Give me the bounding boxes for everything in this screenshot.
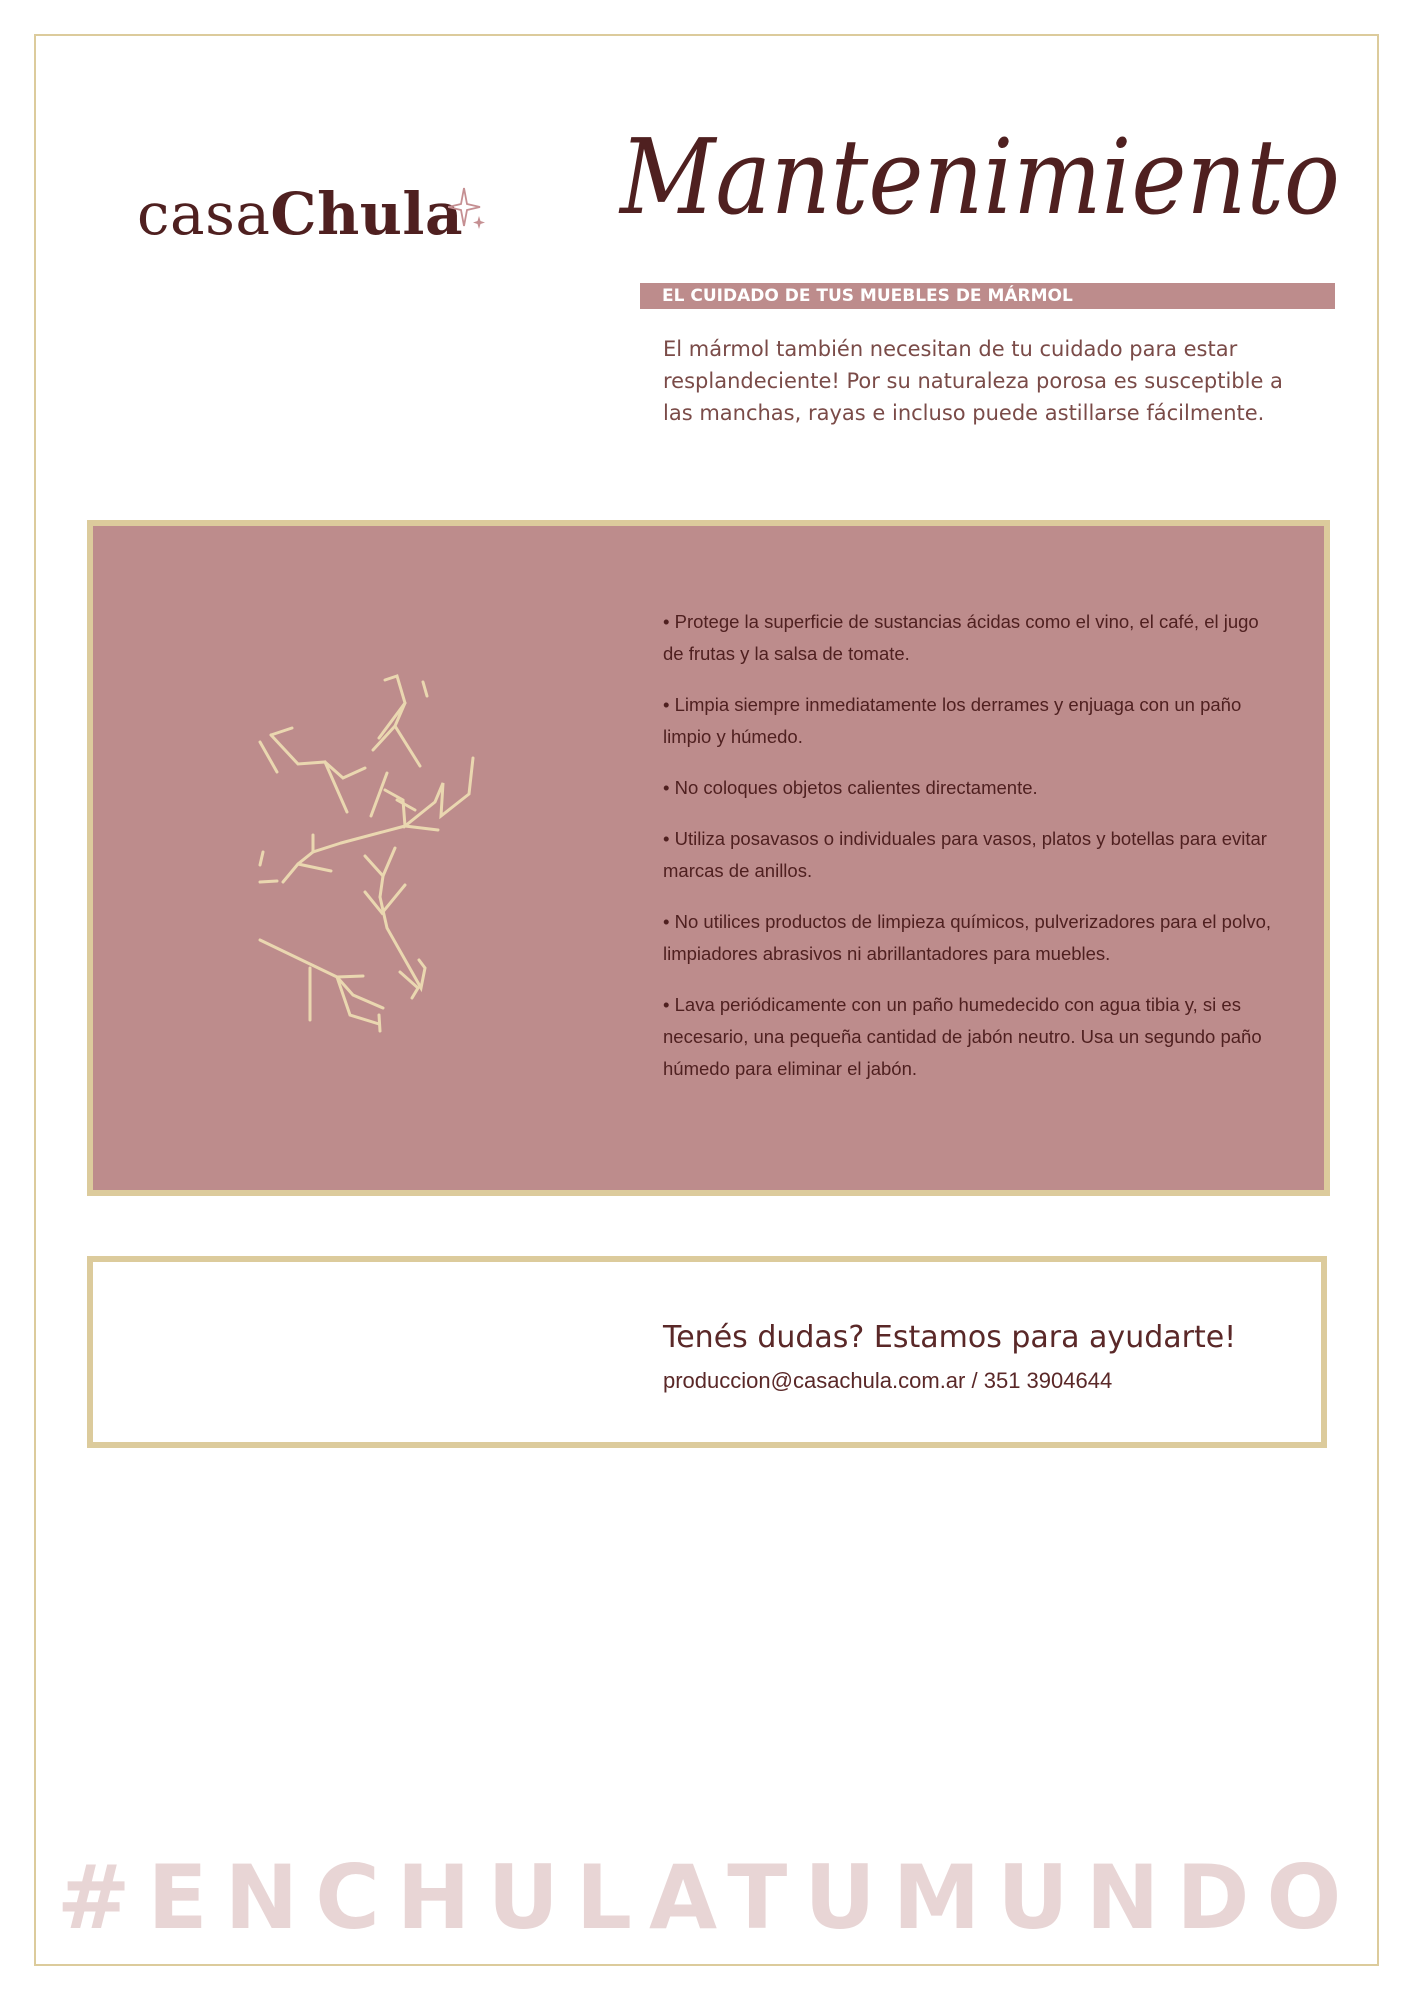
page-title-text: Mantenimiento (618, 116, 1340, 238)
sparkle-icon (448, 186, 486, 234)
tip-item: • Protege la superficie de sustancias ácidas como el vino, el café, el jugo de frutas y la salsa de tomate. (663, 611, 1259, 664)
contact-email-link[interactable]: produccion@casachula.com.ar (663, 1368, 966, 1393)
tip-item: • Lava periódicamente con un paño humedecido con agua tibia y, si es necesario, una pequeña cantidad de jabón neutro. Usa un segundo paño húmedo para eliminar el jabón. (663, 994, 1262, 1079)
contact-question: Tenés dudas? Estamos para ayudarte! (663, 1320, 1237, 1355)
contact-separator: / (965, 1368, 984, 1393)
footer-hashtag: #ENCHULATUMUNDO (56, 1846, 1359, 1949)
contact-phone-link[interactable]: 351 3904644 (983, 1368, 1113, 1393)
tip-item: • Utiliza posavasos o individuales para vasos, platos y botellas para evitar marcas de anillos. (663, 828, 1267, 881)
tip-item: • Limpia siempre inmediatamente los derrames y enjuaga con un paño limpio y húmedo. (663, 694, 1242, 747)
tip-item: • No utilices productos de limpieza químicos, pulverizadores para el polvo, limpiadores abrasivos ni abrillantadores para muebles. (663, 911, 1272, 964)
intro-paragraph: El mármol también necesitan de tu cuidado para estar resplandeciente! Por su naturaleza porosa es susceptible a las manchas, rayas e incluso puede astillarse fácilmente. (663, 337, 1283, 425)
logo-prefix: casa (137, 180, 271, 248)
tip-item: • No coloques objetos calientes directamente. (663, 777, 1038, 798)
contact-details (663, 1366, 1112, 1396)
logo-name: Chula (270, 180, 464, 248)
tips-list (663, 606, 1283, 1104)
brand-logo[interactable] (137, 180, 464, 248)
section-subtitle: EL CUIDADO DE TUS MUEBLES DE MÁRMOL (640, 283, 1335, 309)
page-title (612, 95, 1352, 245)
marble-crack-illustration (255, 670, 495, 1040)
